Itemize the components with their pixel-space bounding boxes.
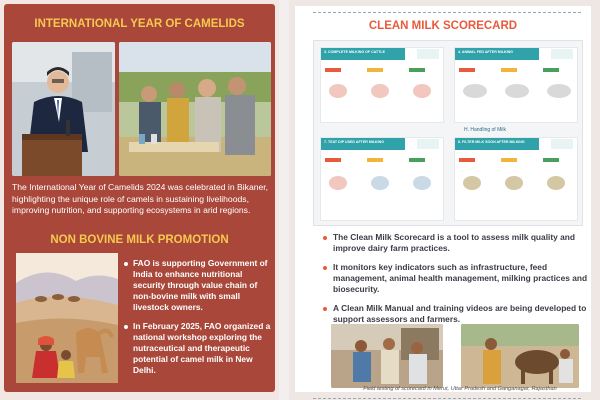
scorecard-bullets bbox=[323, 232, 595, 333]
udder-icon bbox=[413, 84, 431, 98]
scorecard-subheading: H. Handling of Milk bbox=[464, 127, 506, 133]
scorecard-card-header bbox=[321, 138, 405, 150]
scorecard-card bbox=[454, 47, 578, 123]
list-item: It monitors key indicators such as infrastructure, feed management, animal health management, milking practices and biosecurity. bbox=[323, 262, 595, 295]
score-box bbox=[417, 49, 439, 59]
fair-tag bbox=[367, 68, 383, 72]
speaker-photo bbox=[12, 42, 115, 176]
fair-tag bbox=[501, 158, 517, 162]
scorecard-image bbox=[313, 40, 583, 226]
udder-icon bbox=[371, 84, 389, 98]
scorecard-panel bbox=[295, 6, 591, 392]
good-tag bbox=[409, 158, 425, 162]
list-item: A Clean Milk Manual and training videos are being developed to support assessors and farmers. bbox=[323, 303, 595, 325]
right-section bbox=[289, 0, 600, 400]
scorecard-card bbox=[320, 47, 444, 123]
list-item: The Clean Milk Scorecard is a tool to assess milk quality and improve dairy farm practices. bbox=[323, 232, 595, 254]
score-box bbox=[417, 139, 439, 149]
scorecard-card-header bbox=[455, 48, 539, 60]
field-test-caption: Field testing of scorecard in Merut, Uttar Pradesh and Ganganagar, Rajasthan bbox=[363, 386, 557, 392]
cow-icon bbox=[463, 84, 487, 98]
bottom-divider bbox=[313, 398, 581, 399]
scorecard-card-title: 7. TEAT DIP USED AFTER MILKING bbox=[324, 140, 385, 144]
scorecard-card bbox=[454, 137, 578, 221]
left-section bbox=[0, 0, 279, 400]
camelids-caption: The International Year of Camelids 2024 was celebrated in Bikaner, highlighting the unique role of camels in sustaining livelihoods, improving nutrition, and supporting ecosystems in arid regions. bbox=[12, 182, 269, 215]
fair-tag bbox=[501, 68, 517, 72]
udder-icon bbox=[329, 84, 347, 98]
scorecard-card bbox=[320, 137, 444, 221]
good-tag bbox=[409, 68, 425, 72]
milk-filter-icon bbox=[547, 176, 565, 190]
teat-dip-icon bbox=[413, 176, 431, 190]
milk-filter-icon bbox=[505, 176, 523, 190]
non-bovine-title: NON BOVINE MILK PROMOTION bbox=[50, 234, 229, 246]
scorecard-card-header bbox=[455, 138, 539, 150]
scorecard-card-title: 8. FILTER MILK SOON AFTER MILKING bbox=[458, 140, 525, 144]
bad-tag bbox=[459, 68, 475, 72]
good-tag bbox=[543, 158, 559, 162]
good-tag bbox=[543, 68, 559, 72]
milk-can-icon bbox=[463, 176, 481, 190]
score-box bbox=[551, 49, 573, 59]
bad-tag bbox=[325, 158, 341, 162]
bad-tag bbox=[325, 68, 341, 72]
camelids-panel bbox=[4, 4, 275, 392]
teat-dip-icon bbox=[371, 176, 389, 190]
score-box bbox=[551, 139, 573, 149]
scorecard-card-header bbox=[321, 48, 405, 60]
fair-tag bbox=[367, 158, 383, 162]
camelids-title: INTERNATIONAL YEAR OF CAMELIDS bbox=[34, 18, 245, 30]
field-test-photo-meerut bbox=[331, 324, 443, 388]
field-test-photo-ganganagar bbox=[461, 324, 579, 388]
scorecard-title: CLEAN MILK SCORECARD bbox=[368, 20, 518, 32]
cow-icon bbox=[505, 84, 529, 98]
list-item: In February 2025, FAO organized a national workshop exploring the nutraceutical and therapeutic potential of camel milk in New Delhi. bbox=[124, 321, 272, 376]
top-divider bbox=[313, 12, 581, 13]
scorecard-card-title: 3. COMPLETE MILKING OF CATTLE bbox=[324, 50, 386, 54]
scorecard-card-title: 4. ANIMAL FED AFTER MILKING bbox=[458, 50, 513, 54]
camel-illustration bbox=[16, 253, 118, 383]
cow-icon bbox=[547, 84, 571, 98]
bad-tag bbox=[459, 158, 475, 162]
non-bovine-bullets bbox=[124, 258, 272, 384]
teat-icon bbox=[329, 176, 347, 190]
list-item: FAO is supporting Government of India to enhance nutritional security through value chain of non-bovine milk with small livestock owners. bbox=[124, 258, 272, 313]
event-group-photo bbox=[119, 42, 271, 176]
